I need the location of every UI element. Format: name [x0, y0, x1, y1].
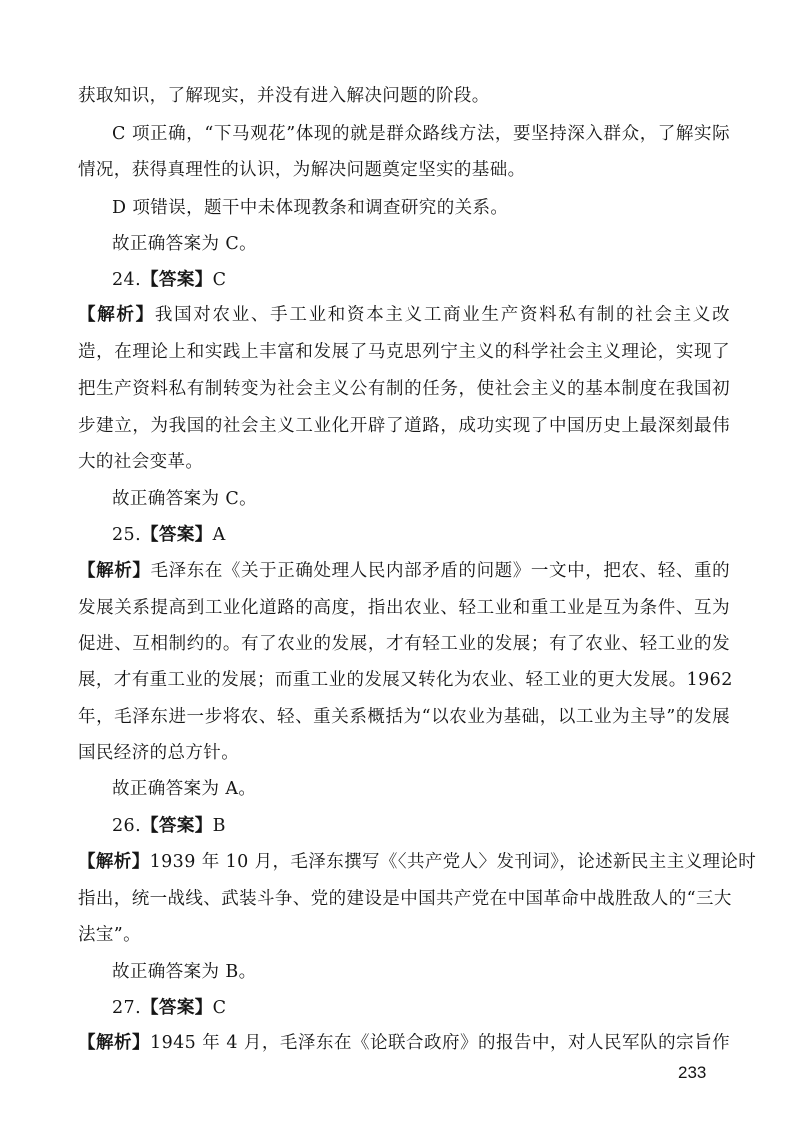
paragraph-line: 法宝”。 [78, 925, 142, 945]
explanation-tag: 【解析】 [78, 1033, 151, 1053]
paragraph-line: 把生产资料私有制转变为社会主义公有制的任务，使社会主义的基本制度在我国初 [78, 379, 730, 399]
paragraph-line: 指出，统一战线、武装斗争、党的建设是中国共产党在中国革命中战胜敌人的“三大 [78, 889, 732, 909]
paragraph-line: 1945 年 4 月，毛泽东在《论联合政府》的报告中，对人民军队的宗旨作 [150, 1033, 730, 1053]
explanation-26 [78, 850, 757, 874]
paragraph-line: D 项错误，题干中未体现教条和调查研究的关系。 [112, 198, 509, 218]
paragraph-line: 毛泽东在《关于正确处理人民内部矛盾的问题》一文中，把农、轻、重的 [150, 561, 730, 581]
explanation-tag: 【解析】 [78, 561, 151, 581]
explanation-24 [78, 303, 730, 327]
paragraph-line: 造，在理论上和实践上丰富和发展了马克思列宁主义的科学社会主义理论，实现了 [78, 342, 730, 362]
paragraph-line: 年，毛泽东进一步将农、轻、重关系概括为“以农业为基础，以工业为主导”的发展 [78, 707, 730, 727]
answer-conclusion: 故正确答案为 B。 [112, 962, 257, 982]
answer-letter: A [212, 525, 226, 545]
answer-letter: B [212, 816, 226, 836]
question-number: 26. [112, 816, 142, 836]
explanation-tag: 【解析】 [78, 852, 150, 872]
paragraph-line: 促进、互相制约的。有了农业的发展，才有轻工业的发展；有了农业、轻工业的发 [78, 634, 730, 654]
answer-tag: 【答案】 [141, 816, 213, 836]
paragraph-line: 情况，获得真理性的认识，为解决问题奠定坚实的基础。 [78, 160, 526, 180]
page-number: 233 [678, 1063, 707, 1082]
answer-conclusion: 故正确答案为 A。 [112, 779, 257, 799]
answer-letter: C [212, 270, 227, 290]
question-number: 27. [112, 998, 142, 1018]
question-answer-25 [112, 523, 226, 547]
answer-conclusion: 故正确答案为 C。 [112, 489, 258, 509]
question-answer-26 [112, 814, 226, 838]
paragraph-line: 国民经济的总方针。 [78, 743, 240, 763]
answer-letter: C [212, 998, 227, 1018]
paragraph-line: 步建立，为我国的社会主义工业化开辟了道路，成功实现了中国历史上最深刻最伟 [78, 416, 730, 436]
paragraph-line: 我国对农业、手工业和资本主义工商业生产资料私有制的社会主义改 [154, 305, 730, 325]
explanation-25 [78, 559, 730, 583]
paragraph-line: 1939 年 10 月，毛泽东撰写《〈共产党人〉发刊词》，论述新民主主义理论时 [149, 852, 757, 872]
answer-conclusion: 故正确答案为 C。 [112, 234, 258, 254]
answer-tag: 【答案】 [141, 998, 213, 1018]
paragraph-line: 展，才有重工业的发展；而重工业的发展又转化为农业、轻工业的更大发展。1962 [78, 670, 733, 690]
explanation-27 [78, 1031, 730, 1055]
paragraph-line: 大的社会变革。 [78, 452, 204, 472]
explanation-tag: 【解析】 [78, 305, 155, 325]
answer-tag: 【答案】 [141, 270, 213, 290]
question-number: 24. [112, 270, 142, 290]
question-answer-27 [112, 996, 226, 1020]
question-number: 25. [112, 525, 142, 545]
question-answer-24 [112, 268, 226, 292]
paragraph-line: C 项正确，“下马观花”体现的就是群众路线方法，要坚持深入群众，了解实际 [112, 124, 730, 144]
paragraph-line: 获取知识，了解现实，并没有进入解决问题的阶段。 [78, 86, 490, 106]
answer-tag: 【答案】 [141, 525, 213, 545]
paragraph-line: 发展关系提高到工业化道路的高度，指出农业、轻工业和重工业是互为条件、互为 [78, 598, 730, 618]
